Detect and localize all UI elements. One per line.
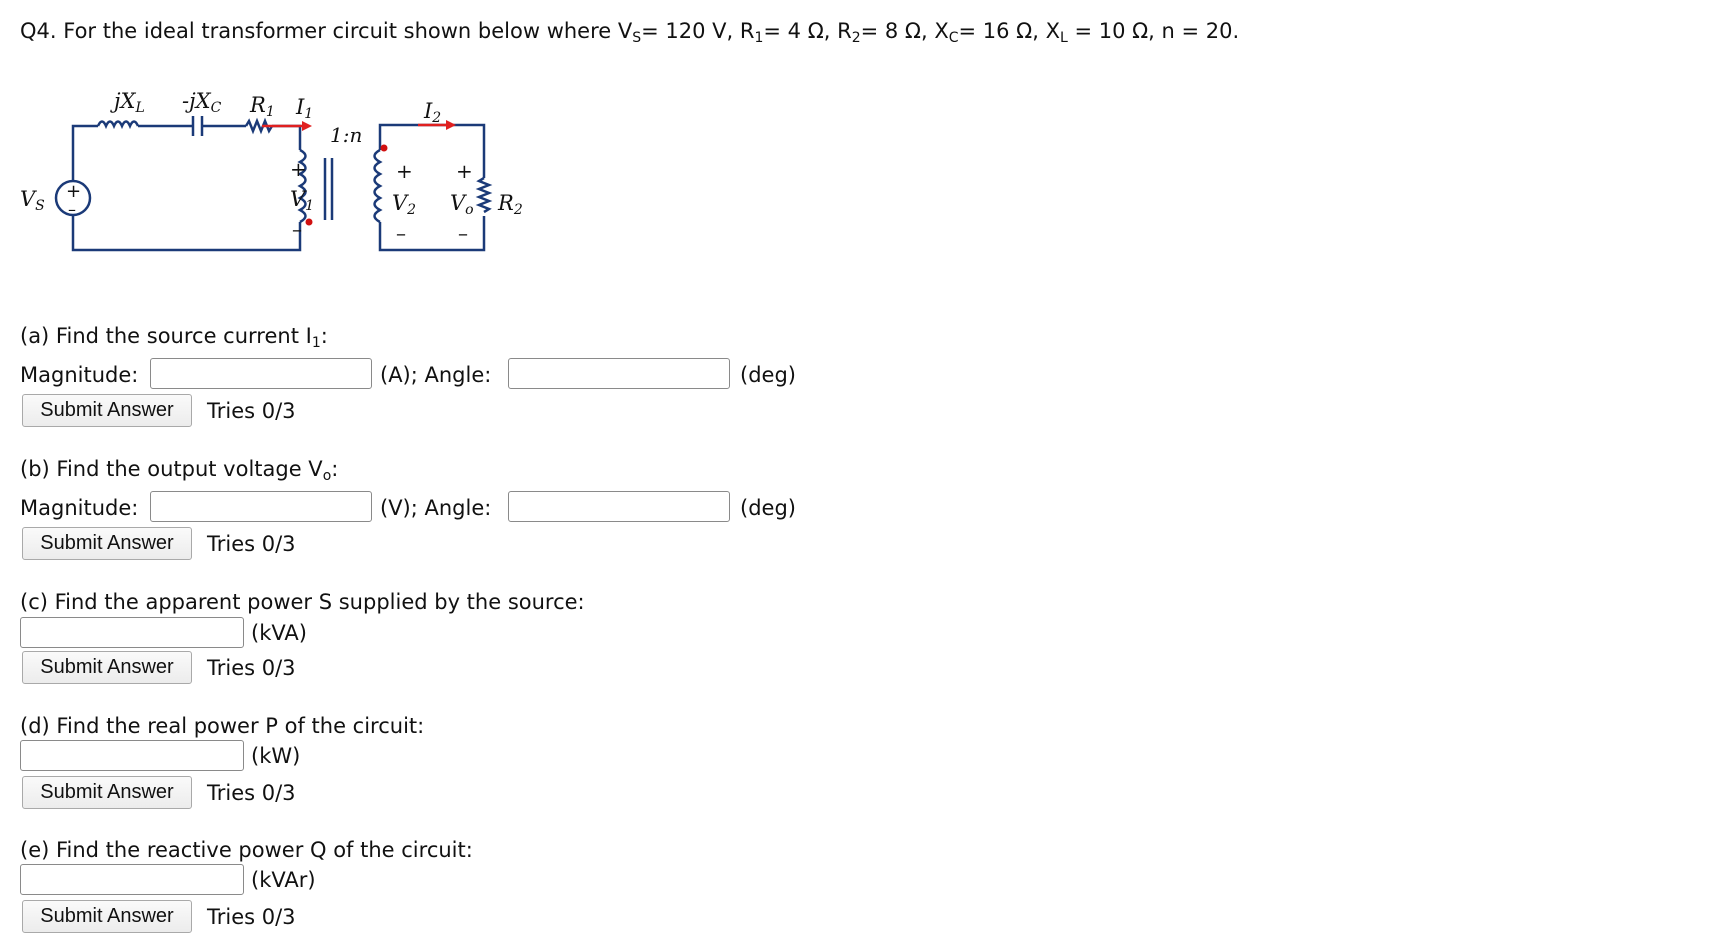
part-c-prompt: (c) Find the apparent power S supplied by the source: <box>20 590 585 614</box>
label-vo: Vo <box>450 191 474 218</box>
label-r1: R1 <box>250 93 275 120</box>
secondary-polarity-dot <box>381 145 388 152</box>
part-e-submit-button[interactable]: Submit Answer <box>22 900 192 933</box>
primary-polarity-dot <box>306 219 313 226</box>
secondary-coil <box>375 150 381 222</box>
svg-text:–: – <box>396 221 406 245</box>
label-vs: VS <box>20 187 45 214</box>
transformer-core <box>325 158 332 220</box>
part-b-prompt: (b) Find the output voltage $V_o$: <box>20 457 339 484</box>
label-i1: I1 <box>296 95 314 122</box>
capacitor-symbol <box>193 116 202 136</box>
part-c-tries: Tries 0/3 <box>207 656 296 680</box>
svg-text:+: + <box>396 159 413 183</box>
wire-top-left <box>73 126 98 187</box>
part-b-angle-unit: (deg) <box>740 496 796 520</box>
part-e-input[interactable] <box>20 864 244 895</box>
label-turns-ratio: 1:n <box>330 123 363 147</box>
label-jxc: -jXC <box>182 89 222 116</box>
part-a-magnitude-label: Magnitude: <box>20 363 139 387</box>
part-b-magnitude-input[interactable] <box>150 491 372 522</box>
part-a-magnitude-input[interactable] <box>150 358 372 389</box>
part-a-submit-button[interactable]: Submit Answer <box>22 394 192 427</box>
part-b-tries: Tries 0/3 <box>207 532 296 556</box>
part-e-tries: Tries 0/3 <box>207 905 296 929</box>
label-jxl: jXL <box>114 89 145 116</box>
label-r2: R2 <box>498 191 523 218</box>
label-i2: I2 <box>424 99 442 126</box>
part-d-input[interactable] <box>20 740 244 771</box>
part-d-submit-button[interactable]: Submit Answer <box>22 776 192 809</box>
part-c-submit-button[interactable]: Submit Answer <box>22 651 192 684</box>
part-b-angle-input[interactable] <box>508 491 730 522</box>
part-a-angle-unit: (deg) <box>740 363 796 387</box>
label-v2: V2 <box>392 191 417 218</box>
part-d-prompt: (d) Find the real power P of the circuit: <box>20 714 425 738</box>
part-d-tries: Tries 0/3 <box>207 781 296 805</box>
svg-text:+: + <box>456 159 473 183</box>
part-e-unit: (kVAr) <box>251 868 316 892</box>
part-b-magnitude-label: Magnitude: <box>20 496 139 520</box>
svg-text:+: + <box>66 181 82 202</box>
part-b-submit-button[interactable]: Submit Answer <box>22 527 192 560</box>
part-c-unit: (kVA) <box>251 621 307 645</box>
question-text: Q4. For the ideal transformer circuit shown below where $V_S= 120$ V, $R_1= 4$ Ω, $R_2= 8$ Ω, $X_C= 16$ Ω, $X_L = 10$ Ω, n = 20. <box>20 19 1240 46</box>
part-e-prompt: (e) Find the reactive power Q of the circuit: <box>20 838 473 862</box>
svg-text:–: – <box>458 221 468 245</box>
inductor-symbol <box>98 122 138 127</box>
label-v1: V1 <box>290 187 315 214</box>
part-a-prompt: (a) Find the source current $I_1$: <box>20 324 328 351</box>
svg-text:–: – <box>292 217 302 241</box>
part-c-input[interactable] <box>20 617 244 648</box>
part-d-unit: (kW) <box>251 744 301 768</box>
svg-text:–: – <box>68 200 76 219</box>
part-a-angle-input[interactable] <box>508 358 730 389</box>
svg-text:+: + <box>290 157 307 181</box>
part-a-unit-angle-label: (A); Angle: <box>380 363 492 387</box>
part-a-tries: Tries 0/3 <box>207 399 296 423</box>
transformer-circuit-diagram <box>0 70 560 290</box>
part-b-unit-angle-label: (V); Angle: <box>380 496 492 520</box>
